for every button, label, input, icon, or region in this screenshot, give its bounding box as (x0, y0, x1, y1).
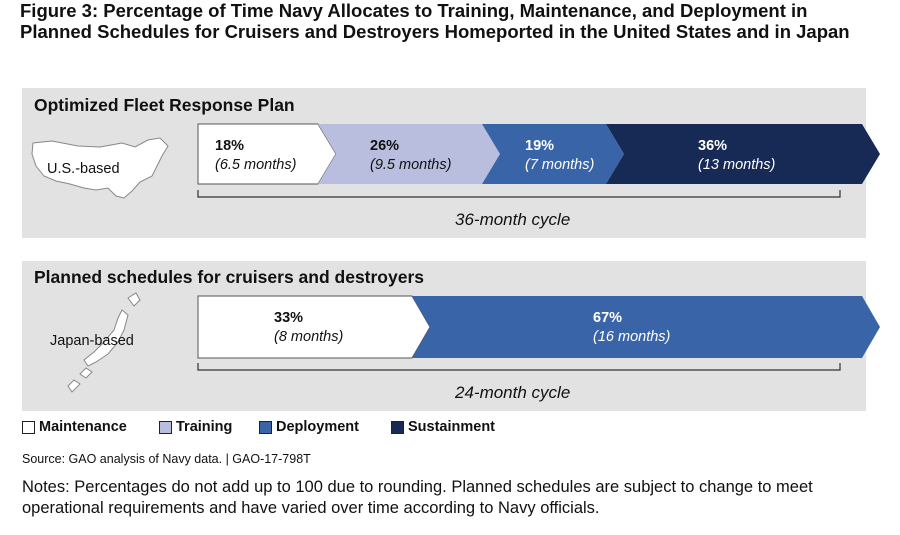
figure-title: Figure 3: Percentage of Time Navy Allocates to Training, Maintenance, and Deployment in Planned Schedules for Cruisers and Destroyers Homeported in the United States and in Japan (20, 0, 850, 42)
legend-item-maintenance (22, 419, 127, 435)
segment-duration: (7 months) (525, 157, 595, 173)
segment-duration: (6.5 months) (215, 157, 297, 173)
segment-duration: (9.5 months) (370, 157, 452, 173)
panel-heading-us: Optimized Fleet Response Plan (34, 95, 295, 115)
map-label-japan: Japan-based (50, 333, 134, 349)
segment-duration: (13 months) (698, 157, 776, 173)
segment-label (274, 309, 343, 347)
source-line: Source: GAO analysis of Navy data. | GAO-17-798T (22, 452, 311, 466)
map-label-us: U.S.-based (47, 161, 120, 177)
legend-item-deployment (259, 419, 359, 435)
cycle-label-us: 36-month cycle (455, 210, 571, 229)
legend-label: Deployment (276, 419, 359, 435)
legend-swatch (391, 421, 404, 434)
legend-swatch (159, 421, 172, 434)
segment-percent: 26% (370, 138, 400, 154)
panel-heading-japan: Planned schedules for cruisers and destroyers (34, 267, 425, 287)
segment-duration: (8 months) (274, 329, 344, 345)
legend-label: Maintenance (39, 419, 127, 435)
segment-label (370, 137, 451, 175)
legend-label: Sustainment (408, 419, 496, 435)
legend-item-training (159, 419, 232, 435)
cycle-label-japan: 24-month cycle (455, 383, 571, 402)
cycle-bracket (198, 190, 840, 197)
segment-label (593, 309, 670, 347)
segment-label (698, 137, 775, 175)
segment-duration: (16 months) (593, 329, 671, 345)
segment-percent: 33% (274, 310, 304, 326)
legend-item-sustainment (391, 419, 495, 435)
segment-percent: 67% (593, 310, 623, 326)
segment-label (215, 137, 296, 175)
legend-swatch (259, 421, 272, 434)
segment-percent: 19% (525, 138, 555, 154)
legend-label: Training (176, 419, 233, 435)
notes-text: Notes: Percentages do not add up to 100 due to rounding. Planned schedules are subject to change to meet operational requirements and have varied over time according to Navy officials. (22, 478, 813, 517)
cycle-bracket (198, 363, 840, 370)
segment-percent: 36% (698, 138, 728, 154)
segment-label (525, 137, 594, 175)
segment-percent: 18% (215, 138, 245, 154)
legend-swatch (22, 421, 35, 434)
